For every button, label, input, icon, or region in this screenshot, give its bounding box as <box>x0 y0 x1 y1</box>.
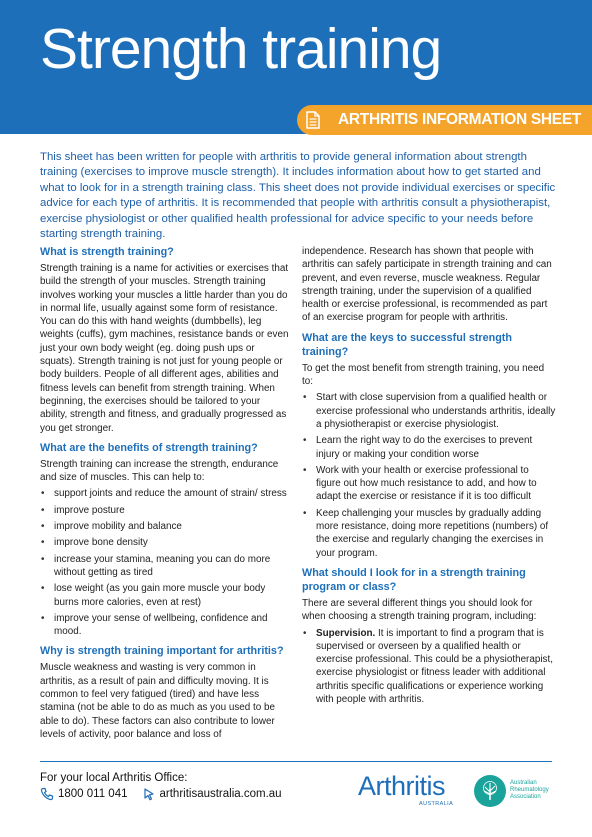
list-item: • Work with your health or exercise professional to figure out how much resistance to add, and how to adapt the exercise or resistance if it is too difficult <box>302 464 556 504</box>
phone-icon <box>40 787 54 801</box>
list-item: • Start with close supervision from a qualified health or exercise professional who understands arthritis, ideally a physiotherapist or exercise physiologist. <box>302 391 556 431</box>
section-text: Strength training can increase the strength, endurance and size of muscles. This can help to: <box>40 458 279 484</box>
section-text: independence. Research has shown that people with arthritis can safely participate in strength training and can prevent, and even reverse, muscle weakness. Regular strength training, under the supervision of a qualified health or exercise professional, is recommended as part of an exercise program for people with arthritis. <box>302 246 552 324</box>
info-sheet-label: ARTHRITIS INFORMATION SHEET <box>338 111 582 128</box>
list-item: • increase your stamina, meaning you can do more without getting as tired <box>40 553 290 580</box>
list-item: • support joints and reduce the amount of strain/ stress <box>40 487 290 500</box>
arthritis-logo-sub: AUSTRALIA <box>419 801 454 807</box>
ara-line: Rheumatology <box>510 787 549 793</box>
section-text: Muscle weakness and wasting is very common in arthritis, as a result of pain and difficulty moving. It is common to feel very fatigued (tired) and have less stamina (not be able to do as much as you used to be able to do). These factors can also contribute to lower levels of activity, poor balance and loss of <box>40 662 275 740</box>
list-item-bold: Supervision. <box>316 627 376 639</box>
arthritis-logo: Arthritis <box>358 771 446 801</box>
ara-line: Association <box>510 794 541 800</box>
website-link[interactable]: arthritisaustralia.com.au <box>159 788 282 800</box>
footer-divider <box>40 761 552 762</box>
section-heading: What should I look for in a strength training program or class? <box>302 566 526 593</box>
section-text: Strength training is a name for activities or exercises that build the strength of your muscles. Strength training involves working your muscles a little harder than you do in normal life, usually against some form of resistance. You can do this with hand weights (dumbbells), leg weights (cuffs), gym machines, resistance bands or even just your own body weight (eg. doing push ups or squats). Strength training is not just for young people or body builders. People of all different ages, abilities and fitness levels can benefit from strength training. When beginning, the exercises should be tailored to your ability, strength and fitness, and gradually progressed as you get stronger. <box>40 263 289 434</box>
right-column <box>302 245 556 709</box>
ara-tree-icon <box>474 775 506 807</box>
footer-office-label: For your local Arthritis Office: <box>40 772 188 784</box>
cursor-icon <box>142 787 156 801</box>
ara-line: Australian <box>510 780 537 786</box>
list-item: • Learn the right way to do the exercises to prevent injury or making your condition worse <box>302 434 556 461</box>
section-heading: What are the keys to successful strength training? <box>302 331 513 358</box>
section-heading: What is strength training? <box>40 246 174 258</box>
keys-list <box>302 391 556 560</box>
document-icon <box>300 107 326 133</box>
list-item: • improve posture <box>40 504 290 517</box>
ara-text <box>510 780 549 801</box>
section-text: To get the most benefit from strength training, you need to: <box>302 362 545 388</box>
program-list <box>302 627 556 707</box>
list-item-text: It is important to find a program that is supervised or overseen by a qualified health or exercise professional. This could be a physiotherapist, exercise physiologist or fitness leader with additional arthritis specific qualifications or experience working with people with arthritis. <box>316 627 553 706</box>
phone-number[interactable]: 1800 011 041 <box>58 788 128 800</box>
list-item: • improve bone density <box>40 536 290 549</box>
section-heading: What are the benefits of strength training? <box>40 441 258 454</box>
section-heading: Why is strength training important for arthritis? <box>40 645 284 658</box>
list-item: • improve your sense of wellbeing, confidence and mood. <box>40 612 290 639</box>
list-item <box>302 627 556 707</box>
list-item: • Keep challenging your muscles by gradually adding more resistance, doing more repetitions (numbers) of the exercise and regularly changing the exercises in your program. <box>302 507 556 560</box>
benefits-list <box>40 487 290 638</box>
left-column <box>40 245 290 743</box>
list-item: • lose weight (as you gain more muscle your body burns more calories, even at rest) <box>40 582 290 609</box>
list-item: • improve mobility and balance <box>40 520 290 533</box>
section-text: There are several different things you should look for when choosing a strength training program, including: <box>302 597 537 623</box>
footer-contact-row <box>40 787 282 801</box>
page-title: Strength training <box>40 17 442 81</box>
intro-paragraph: This sheet has been written for people with arthritis to provide general information about strength training (exercises to improve muscle strength). It includes information about how to get started and what to look for in a strength training class. This sheet does not provide individual exercises or specific advice for each type of arthritis. It is recommended that people with arthritis consult a physiotherapist, exercise physiologist or other qualified health professional for advice specific to your needs before starting strength training. <box>40 151 556 241</box>
